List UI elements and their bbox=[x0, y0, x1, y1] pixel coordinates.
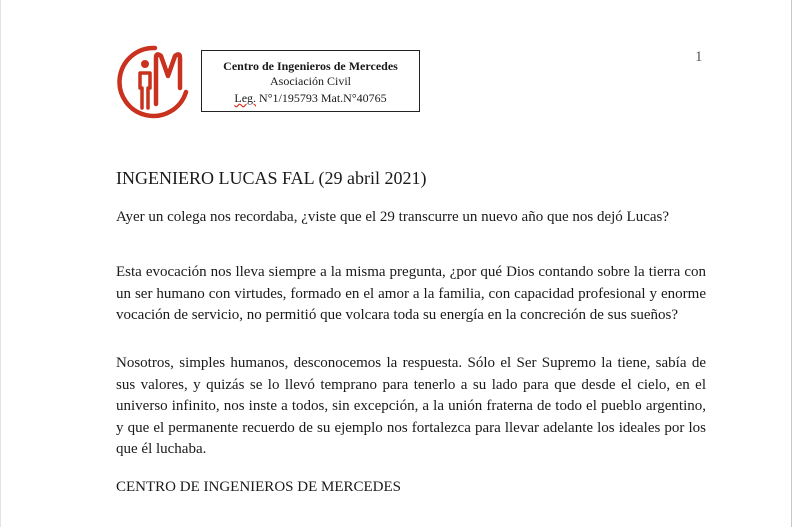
registration-prefix: Leg. bbox=[234, 91, 257, 105]
document-title: INGENIERO LUCAS FAL (29 abril 2021) bbox=[116, 168, 427, 188]
paragraph-3: Nosotros, simples humanos, desconocemos la respuesta. Sólo el Ser Supremo la tiene, sabía de sus valores, y quizás se lo llevó temprano para tenerlo a su lado para que desde el cielo, en el universo infinito, nos inste a todos, sin excepción, a la unión fraterna de todo el pueblo argentino, y que el permanente recuerdo de su ejemplo nos fortalezca para llevar adelante los ideales por los que él luchaba. bbox=[116, 355, 706, 457]
paragraph-2: Esta evocación nos lleva siempre a la misma pregunta, ¿por qué Dios contando sobre la tierra con un ser humano con virtudes, formado en el amor a la familia, con capacidad profesional y enorme vocación de servicio, no permitió que volcara toda su energía en la concreción de sus sueños? bbox=[116, 264, 706, 323]
registration-line bbox=[202, 91, 419, 106]
header-info-box bbox=[201, 50, 420, 112]
org-type: Asociación Civil bbox=[270, 74, 351, 88]
signature: CENTRO DE INGENIEROS DE MERCEDES bbox=[116, 479, 401, 495]
page-left-edge bbox=[0, 0, 1, 527]
cim-logo-icon bbox=[116, 44, 190, 120]
page-number: 1 bbox=[695, 49, 703, 65]
org-name: Centro de Ingenieros de Mercedes bbox=[223, 59, 398, 73]
paragraph-1: Ayer un colega nos recordaba, ¿viste que el 29 transcurre un nuevo año que nos dejó Lucas? bbox=[116, 209, 670, 225]
registration-number: N°1/195793 Mat.N°40765 bbox=[256, 91, 387, 105]
